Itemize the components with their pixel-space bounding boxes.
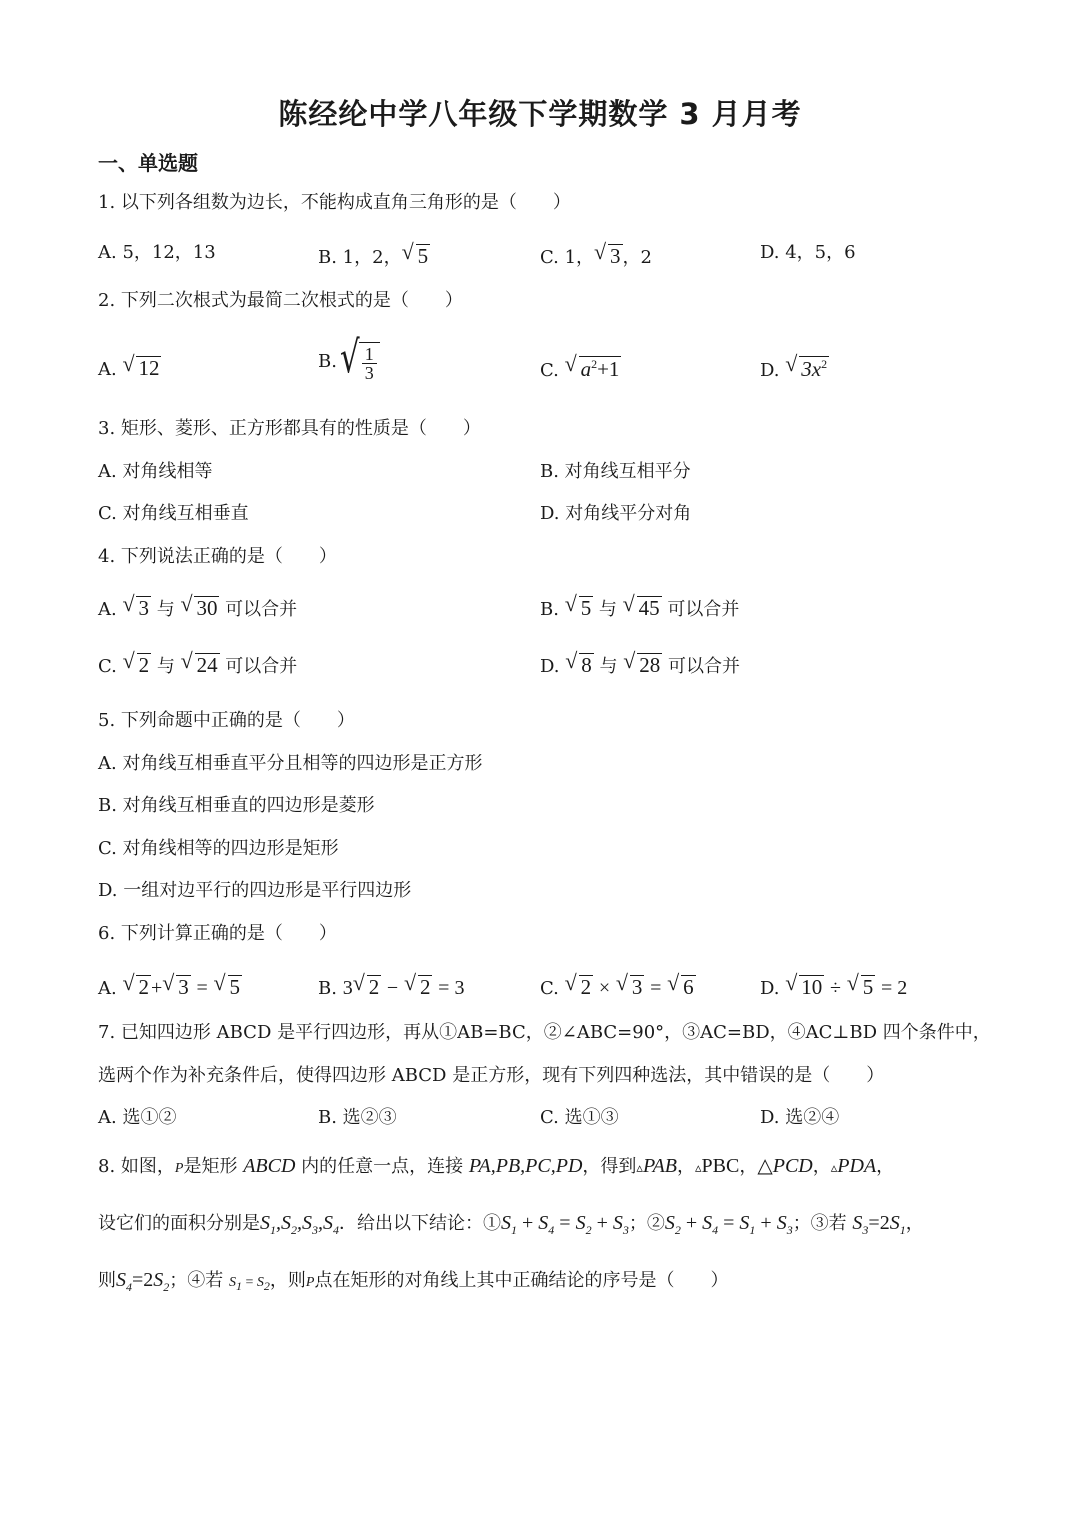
q6-option-c: C. √ 2 × √ 3 = √ 6 — [540, 975, 696, 998]
q6-option-b: B. 3√ 2 − √ 2 = 3 — [318, 975, 464, 998]
q7-option-d: D. 选②④ — [760, 1107, 840, 1128]
q7-option-a: A. 选①② — [98, 1107, 177, 1128]
q7-option-c: C. 选①③ — [540, 1107, 619, 1128]
question-8-line-1: 8. 如图，P是矩形 ABCD 内的任意一点，连接 PA,PB,PC,PD，得到▵PAB，▵PBC，△PCD，▵PDA， — [98, 1155, 895, 1177]
q1-option-a: A. 5，12，13 — [98, 242, 216, 263]
q1-option-c: C. 1，√ 3 ，2 — [540, 244, 652, 267]
question-7-line-2: 选两个作为补充条件后，使得四边形 ABCD 是正方形，现有下列四种选法，其中错误的是（ ） — [98, 1065, 885, 1086]
q2-option-b: B. √ $\frac{1}{3}$ — [318, 342, 380, 382]
question-5-stem: 5. 下列命题中正确的是（ ） — [98, 710, 355, 731]
q5-option-a: A. 对角线互相垂直平分且相等的四边形是正方形 — [98, 753, 483, 774]
question-3-stem: 3. 矩形、菱形、正方形都具有的性质是（ ） — [98, 418, 481, 439]
q3-option-c: C. 对角线互相垂直 — [98, 503, 249, 524]
q3-option-d: D. 对角线平分对角 — [540, 503, 692, 524]
q7-option-b: B. 选②③ — [318, 1107, 397, 1128]
q6-option-d: D. √ 10 ÷ √ 5 = 2 — [760, 975, 907, 998]
q5-option-b: B. 对角线互相垂直的四边形是菱形 — [98, 795, 375, 816]
question-2-stem: 2. 下列二次根式为最简二次根式的是（ ） — [98, 290, 463, 311]
q3-option-b: B. 对角线互相平分 — [540, 461, 691, 482]
q4-option-d: D. √ 8 与 √ 28 可以合并 — [540, 653, 740, 676]
q5-option-c: C. 对角线相等的四边形是矩形 — [98, 838, 339, 859]
question-1-stem: 1. 以下列各组数为边长，不能构成直角三角形的是（ ） — [98, 192, 571, 213]
question-8-line-2: 设它们的面积分别是$S_1,S_2,S_3,S_4$．给出以下结论：$①S_1 + S_4 = S_2 + S_3$；$②S_2 + S_4 = S_1 + S_3$；③若 $S_3=2S_1$， — [98, 1212, 924, 1237]
q2-option-d: D. √ $3x^2$ — [760, 356, 829, 380]
page-title: 陈经纶中学八年级下学期数学 3 月月考 — [278, 97, 802, 131]
q4-option-c: C. √ 2 与 √ 24 可以合并 — [98, 653, 297, 676]
question-7-line-1: 7. 已知四边形 ABCD 是平行四边形，再从①AB=BC，②∠ABC=90°，③AC=BD，④AC⊥BD 四个条件中， — [98, 1022, 991, 1043]
q1-option-d: D. 4，5，6 — [760, 242, 856, 263]
q1-option-b: B. 1，2，√ 5 — [318, 244, 430, 267]
q5-option-d: D. 一组对边平行的四边形是平行四边形 — [98, 880, 412, 901]
question-8-line-3: 则$S_4=2S_2$；④若 $S_1 = S_2$，则P点在矩形的对角线上其中正确结论的序号是（ ） — [98, 1269, 729, 1294]
q6-option-a: A. √ 2 +√ 3 = √ 5 — [98, 975, 242, 998]
section-heading: 一、单选题 — [98, 151, 198, 175]
q3-option-a: A. 对角线相等 — [98, 461, 213, 482]
q2-option-a: A. √ 12 — [98, 356, 161, 379]
question-4-stem: 4. 下列说法正确的是（ ） — [98, 546, 337, 567]
q4-option-a: A. √ 3 与 √ 30 可以合并 — [98, 596, 297, 619]
q2-option-c: C. √ $a^2+1$ — [540, 356, 621, 380]
question-6-stem: 6. 下列计算正确的是（ ） — [98, 923, 337, 944]
q4-option-b: B. √ 5 与 √ 45 可以合并 — [540, 596, 739, 619]
